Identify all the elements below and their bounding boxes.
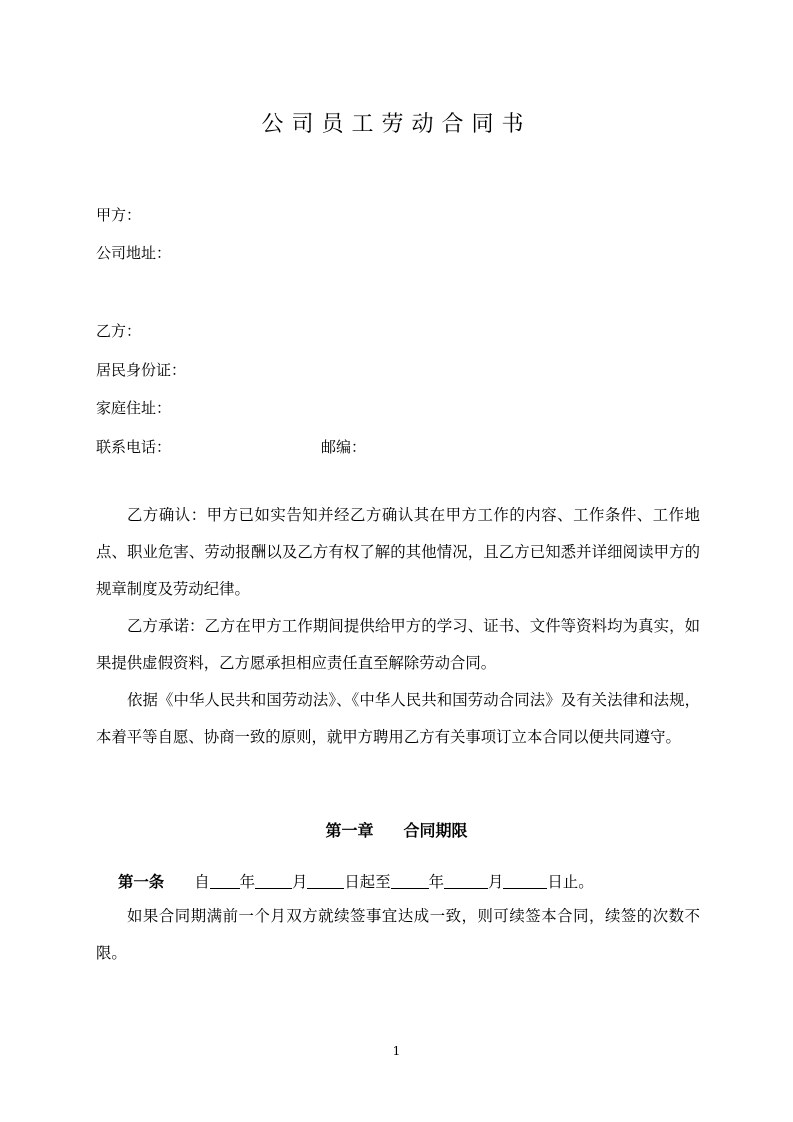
article-label: 第一条 (118, 873, 165, 891)
party-b-label: 乙方： (96, 322, 142, 340)
start-year-blank[interactable] (210, 874, 240, 889)
page-number: 1 (392, 1044, 401, 1058)
chapter-name: 合同期限 (403, 821, 468, 840)
year-text: 年 (428, 873, 444, 891)
chapter-heading (0, 820, 793, 842)
confirmation-paragraph: 乙方确认：甲方已如实告知并经乙方确认其在甲方工作的内容、工作条件、工作地点、职业危害、劳动报酬以及乙方有权了解的其他情况，且乙方已知悉并详细阅读甲方的规章制度及劳动纪律。 (96, 506, 700, 598)
start-day-blank[interactable] (307, 874, 344, 889)
end-text: 日止。 (547, 873, 594, 891)
legal-basis-paragraph: 依据《中华人民共和国劳动法》、《中华人民共和国劳动合同法》及有关法律和法规，本着平等自愿、协商一致的原则，就甲方聘用乙方有关事项订立本合同以便共同遵守。 (96, 691, 700, 746)
document-title: 公司员工劳动合同书 (261, 112, 532, 137)
start-month-blank[interactable] (255, 874, 292, 889)
renewal-paragraph: 如果合同期满前一个月双方就续签事宜达成一致，则可续签本合同，续签的次数不限。 (96, 907, 700, 962)
commitment-paragraph: 乙方承诺：乙方在甲方工作期间提供给甲方的学习、证书、文件等资料均为真实，如果提供虚假资料，乙方愿承担相应责任直至解除劳动合同。 (96, 617, 700, 672)
party-a-label: 甲方： (96, 206, 142, 224)
home-address-label: 家庭住址： (96, 399, 172, 417)
end-year-blank[interactable] (391, 874, 429, 889)
month-text: 月 (292, 873, 308, 891)
article-one (118, 872, 594, 892)
id-card-label: 居民身份证： (96, 361, 187, 379)
company-address-label: 公司地址： (96, 244, 172, 262)
until-text: 日起至 (344, 873, 391, 891)
end-day-blank[interactable] (503, 874, 547, 889)
month-text: 月 (488, 873, 504, 891)
from-text: 自 (194, 873, 210, 891)
chapter-number: 第一章 (325, 821, 374, 840)
phone-label: 联系电话： (96, 438, 172, 456)
postcode-label: 邮编： (321, 438, 367, 456)
end-month-blank[interactable] (444, 874, 488, 889)
year-text: 年 (239, 873, 255, 891)
